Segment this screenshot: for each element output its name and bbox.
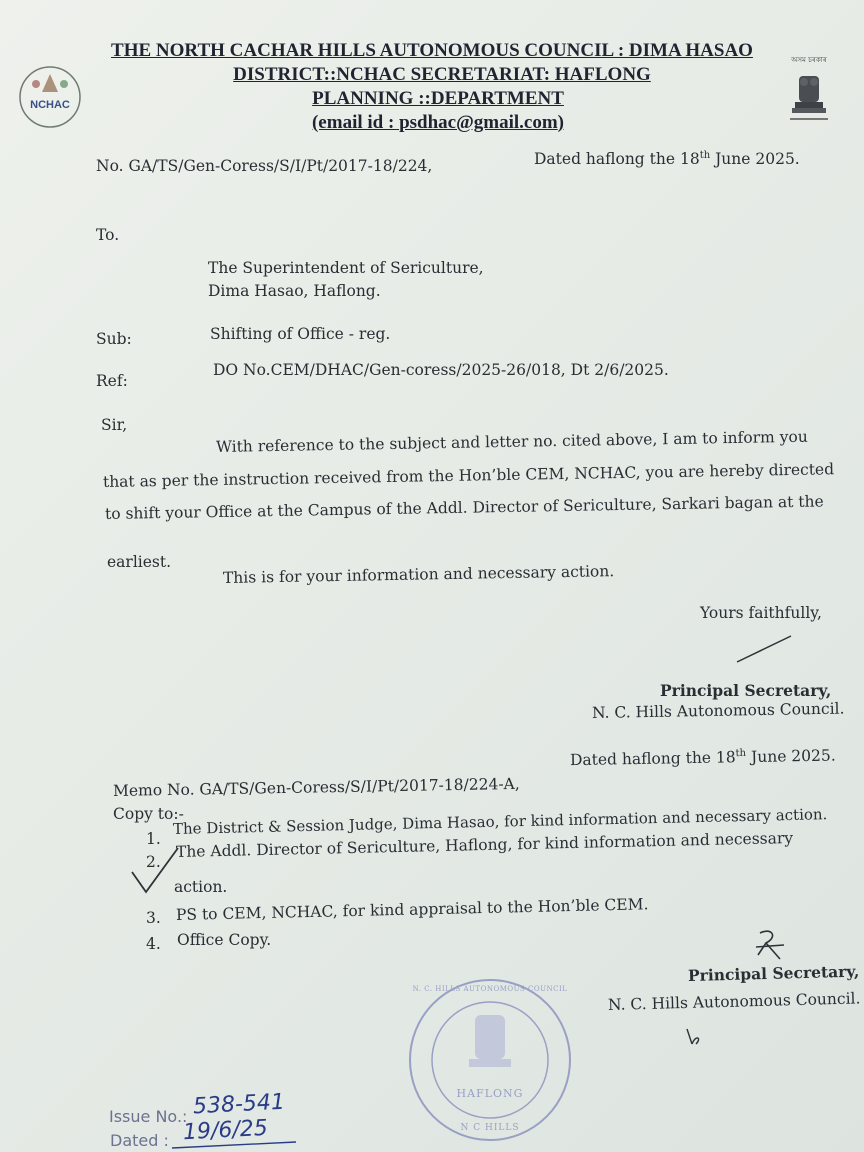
copy-to: Copy to:- bbox=[113, 805, 184, 823]
memo-date bbox=[570, 746, 836, 769]
copy-item-3: PS to CEM, NCHAC, for kind appraisal to the Hon’ble CEM. bbox=[175, 895, 649, 924]
svg-text:NCHAC: NCHAC bbox=[30, 99, 70, 111]
memo-date-suffix: June 2025. bbox=[745, 746, 836, 767]
to-label: To. bbox=[96, 226, 120, 244]
salutation: Sir, bbox=[101, 416, 128, 434]
ref-label: Ref: bbox=[96, 372, 128, 390]
date-sup: th bbox=[699, 150, 711, 161]
copy-item-4: Office Copy. bbox=[177, 931, 272, 949]
para1-line2: that as per the instruction received from the Hon’ble CEM, NCHAC, you are hereby directed bbox=[102, 460, 835, 491]
date-suffix: June 2025. bbox=[710, 150, 800, 169]
sub-text: Shifting of Office - reg. bbox=[210, 325, 391, 343]
copy-item-2-num: 2. bbox=[146, 853, 161, 871]
initials-signature bbox=[750, 925, 790, 965]
memo-signatory-title: Principal Secretary, bbox=[687, 961, 860, 985]
letter-date bbox=[534, 150, 800, 168]
signatory-title: Principal Secretary, bbox=[660, 681, 832, 700]
memo-signatory-org: N. C. Hills Autonomous Council. bbox=[607, 989, 861, 1014]
dated-label: Dated : bbox=[110, 1131, 169, 1150]
para1-line4: earliest. bbox=[107, 553, 172, 571]
seal-icon bbox=[405, 975, 575, 1145]
copy-item-1-num: 1. bbox=[146, 830, 161, 848]
para2: This is for your information and necessary action. bbox=[222, 562, 615, 587]
copy-item-1: The District & Session Judge, Dima Hasao, for kind information and necessary action. bbox=[172, 805, 828, 838]
recipient-line1: The Superintendent of Sericulture, bbox=[208, 259, 484, 277]
header-email-line bbox=[6, 112, 864, 134]
issue-value: 538-541 bbox=[192, 1089, 286, 1120]
copy-item-2: The Addl. Director of Sericulture, Haflong, for kind information and necessary bbox=[175, 828, 794, 861]
signatory-org: N. C. Hills Autonomous Council. bbox=[591, 699, 845, 722]
memo-date-prefix: Dated haflong the 18 bbox=[569, 748, 736, 770]
memo-date-sup: th bbox=[735, 747, 747, 760]
copy-item-3-num: 3. bbox=[146, 909, 161, 927]
recipient-line2: Dima Hasao, Haflong. bbox=[208, 282, 381, 300]
email-link[interactable]: psdhac@gmail.com bbox=[399, 112, 558, 133]
para1-line1: With reference to the subject and letter no. cited above, I am to inform you bbox=[215, 427, 808, 456]
small-initial bbox=[684, 1026, 704, 1048]
seal-text-top: N. C. HILLS AUTONOMOUS COUNCIL bbox=[412, 985, 568, 993]
copy-item-2-cont: action. bbox=[174, 878, 228, 896]
tick-mark bbox=[128, 846, 184, 896]
signature-stroke bbox=[735, 632, 795, 666]
dated-underline bbox=[170, 1140, 300, 1150]
issue-label: Issue No.: bbox=[109, 1107, 188, 1126]
header-line3: PLANNING ::DEPARTMENT bbox=[312, 88, 564, 109]
date-prefix: Dated haflong the 18 bbox=[534, 150, 700, 169]
copy-item-4-num: 4. bbox=[146, 935, 161, 953]
official-seal bbox=[405, 975, 575, 1145]
closing: Yours faithfully, bbox=[700, 604, 822, 622]
seal-text-middle: HAFLONG bbox=[456, 1087, 524, 1100]
para1-line3: to shift your Office at the Campus of the Addl. Director of Sericulture, Sarkari bagan at the bbox=[104, 492, 824, 523]
sub-label: Sub: bbox=[96, 330, 132, 348]
emblem-caption: অসম চৰকাৰ bbox=[791, 56, 827, 64]
email-suffix: ) bbox=[557, 112, 564, 133]
seal-text-bottom: N C HILLS bbox=[460, 1123, 520, 1133]
header-line2: DISTRICT::NCHAC SECRETARIAT: HAFLONG bbox=[233, 64, 651, 85]
letter-number: No. GA/TS/Gen-Coress/S/I/Pt/2017-18/224, bbox=[96, 157, 433, 175]
ref-text: DO No.CEM/DHAC/Gen-coress/2025-26/018, Dt 2/6/2025. bbox=[213, 361, 669, 379]
header-line1: THE NORTH CACHAR HILLS AUTONOMOUS COUNCIL : DIMA HASAO bbox=[111, 40, 753, 61]
email-prefix: (email id : bbox=[311, 112, 400, 133]
dated-value: 19/6/25 bbox=[182, 1115, 269, 1146]
memo-number: Memo No. GA/TS/Gen-Coress/S/I/Pt/2017-18/224-A, bbox=[112, 774, 520, 800]
